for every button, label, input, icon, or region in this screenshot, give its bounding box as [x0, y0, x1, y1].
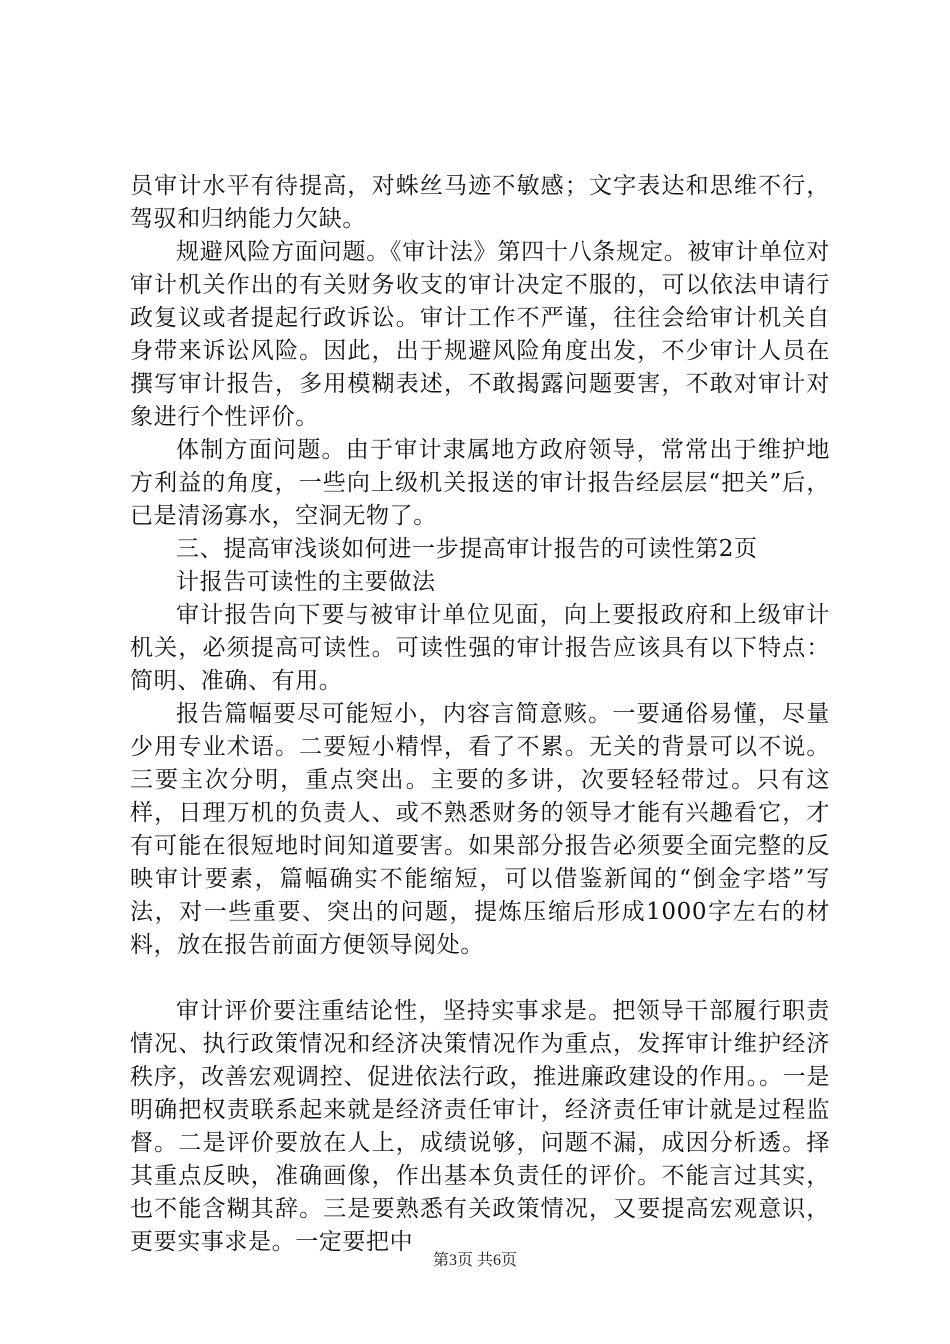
paragraph-risk-avoidance: 规避风险方面问题。《审计法》第四十八条规定。被审计单位对审计机关作出的有关财务收支的审计决定不服的，可以依法申请行政复议或者提起行政诉讼。审计工作不严谨，往往会给审计机关自身带来诉讼风险。因此，出于规避风险角度出发，不少审计人员在撰写审计报告，多用模糊表述，不敢揭露问题要害，不敢对审计对象进行个性评价。	[130, 239, 830, 430]
paragraph-continuation: 员审计水平有待提高，对蛛丝马迹不敏感；文字表达和思维不行，驾驭和归纳能力欠缺。	[130, 173, 830, 232]
paragraph-report-length: 报告篇幅要尽可能短小，内容言简意赅。一要通俗易懂，尽量少用专业术语。二要短小精悍，看了不累。无关的背景可以不说。三要主次分明，重点突出。主要的多讲，次要轻轻带过。只有这样，日理万机的负责人、或不熟悉财务的领导才能有兴趣看它，才有可能在很短地时间知道要害。如果部分报告必须要全面完整的反映审计要素，篇幅确实不能缩短，可以借鉴新闻的“倒金字塔”写法，对一些重要、突出的问题，提炼压缩后形成1000字左右的材料，放在报告前面方便领导阅处。	[130, 701, 830, 958]
section-heading: 三、提高审浅谈如何进一步提高审计报告的可读性第2页	[176, 536, 758, 562]
page-number-footer: 第3页 共6页	[432, 1252, 517, 1269]
paragraph-audit-evaluation: 审计评价要注重结论性，坚持实事求是。把领导干部履行职责情况、执行政策情况和经济决策情况作为重点，发挥审计维护经济秩序，改善宏观调控、促进依法行政，推进廉政建设的作用。。一是明确把权责联系起来就是经济责任审计，经济责任审计就是过程监督。二是评价要放在人上，成绩说够，问题不漏，成因分析透。择其重点反映，准确画像，作出基本负责任的评价。不能言过其实，也不能含糊其辞。三是要熟悉有关政策情况，又要提高宏观意识，更要实事求是。一定要把中	[130, 998, 830, 1255]
section-heading-continuation: 计报告可读性的主要做法	[176, 569, 436, 595]
document-body	[130, 170, 830, 1259]
paragraph-system-issues: 体制方面问题。由于审计隶属地方政府领导，常常出于维护地方利益的角度，一些向上级机关报送的审计报告经层层“把关”后，已是清汤寡水，空洞无物了。	[130, 437, 830, 529]
paragraph-readability-intro: 审计报告向下要与被审计单位见面，向上要报政府和上级审计机关，必须提高可读性。可读性强的审计报告应该具有以下特点：简明、准确、有用。	[130, 602, 830, 694]
